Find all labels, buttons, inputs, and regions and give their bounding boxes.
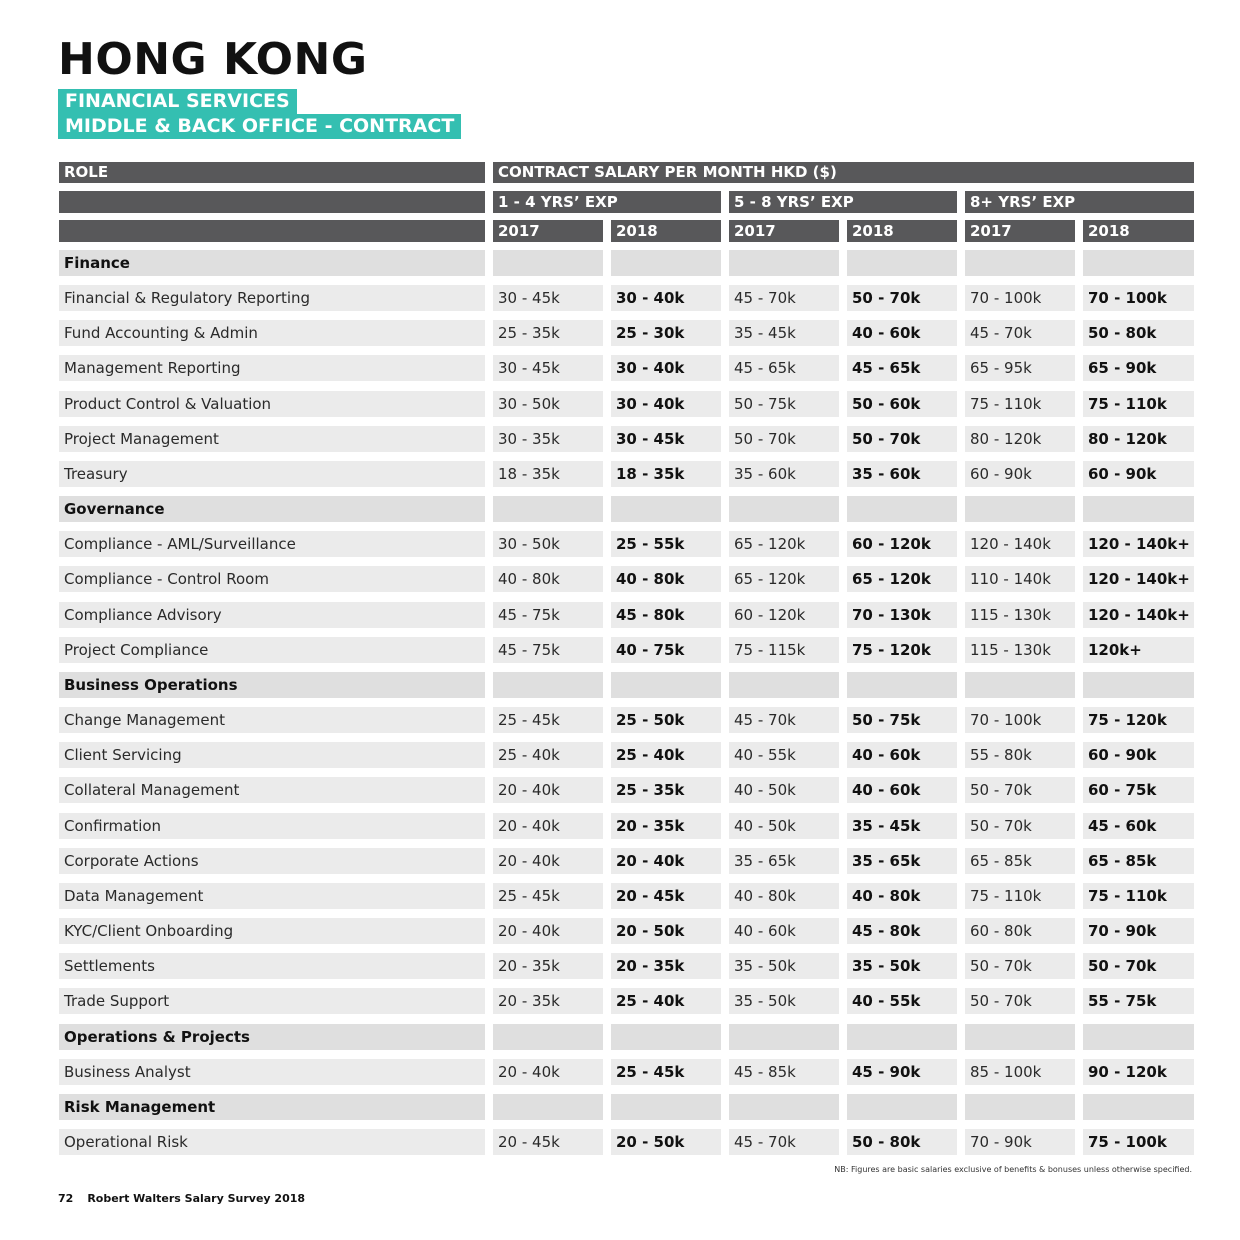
salary-cell: 25 - 45k	[493, 707, 603, 733]
salary-cell: 40 - 80k	[493, 566, 603, 592]
salary-cell: 25 - 35k	[493, 320, 603, 346]
salary-cell: 18 - 35k	[611, 461, 721, 487]
salary-cell: 40 - 60k	[847, 320, 957, 346]
salary-cell: 85 - 100k	[965, 1059, 1075, 1085]
role-name: Data Management	[59, 883, 485, 909]
salary-cell: 50 - 70k	[965, 777, 1075, 803]
header-year: 2017	[965, 220, 1075, 242]
salary-cell: 50 - 70k	[965, 988, 1075, 1014]
salary-cell: 25 - 55k	[611, 531, 721, 557]
salary-cell: 25 - 40k	[611, 742, 721, 768]
section-empty-cell	[965, 672, 1075, 698]
salary-cell: 50 - 70k	[1083, 953, 1194, 979]
section-empty-cell	[611, 672, 721, 698]
salary-cell: 120 - 140k+	[1083, 602, 1194, 628]
salary-cell: 20 - 35k	[611, 813, 721, 839]
salary-cell: 30 - 45k	[611, 426, 721, 452]
salary-cell: 60 - 120k	[847, 531, 957, 557]
footer-text: Robert Walters Salary Survey 2018	[87, 1192, 306, 1205]
salary-cell: 35 - 60k	[729, 461, 839, 487]
page-footer	[58, 1192, 305, 1205]
salary-cell: 70 - 90k	[965, 1129, 1075, 1155]
role-name: Compliance - AML/Surveillance	[59, 531, 485, 557]
salary-cell: 50 - 70k	[965, 813, 1075, 839]
salary-cell: 40 - 55k	[729, 742, 839, 768]
section-empty-cell	[611, 496, 721, 522]
section-empty-cell	[847, 250, 957, 276]
section-empty-cell	[493, 1024, 603, 1050]
section-empty-cell	[1083, 672, 1194, 698]
salary-cell: 120 - 140k+	[1083, 566, 1194, 592]
salary-cell: 50 - 75k	[847, 707, 957, 733]
section-heading: Finance	[59, 250, 485, 276]
page-number: 72	[58, 1192, 74, 1205]
salary-cell: 45 - 85k	[729, 1059, 839, 1085]
salary-cell: 18 - 35k	[493, 461, 603, 487]
role-name: Compliance Advisory	[59, 602, 485, 628]
salary-cell: 70 - 100k	[1083, 285, 1194, 311]
salary-cell: 20 - 35k	[493, 988, 603, 1014]
header-group-8plus-yrs: 8+ YRS’ EXP	[965, 191, 1194, 213]
section-empty-cell	[493, 1094, 603, 1120]
section-empty-cell	[729, 250, 839, 276]
subtitle-financial-services: FINANCIAL SERVICES	[58, 89, 297, 114]
salary-cell: 120 - 140k+	[1083, 531, 1194, 557]
salary-cell: 45 - 70k	[729, 1129, 839, 1155]
salary-cell: 20 - 40k	[493, 848, 603, 874]
salary-cell: 50 - 60k	[847, 391, 957, 417]
salary-cell: 20 - 40k	[493, 777, 603, 803]
salary-cell: 50 - 80k	[847, 1129, 957, 1155]
salary-cell: 65 - 85k	[965, 848, 1075, 874]
salary-cell: 30 - 45k	[493, 355, 603, 381]
section-heading: Risk Management	[59, 1094, 485, 1120]
header-year: 2017	[729, 220, 839, 242]
role-name: Corporate Actions	[59, 848, 485, 874]
salary-cell: 60 - 90k	[965, 461, 1075, 487]
salary-cell: 35 - 50k	[729, 988, 839, 1014]
salary-cell: 30 - 50k	[493, 531, 603, 557]
header-year: 2018	[611, 220, 721, 242]
salary-cell: 20 - 50k	[611, 918, 721, 944]
section-empty-cell	[611, 1094, 721, 1120]
salary-cell: 90 - 120k	[1083, 1059, 1194, 1085]
salary-cell: 25 - 35k	[611, 777, 721, 803]
salary-cell: 65 - 95k	[965, 355, 1075, 381]
section-heading: Governance	[59, 496, 485, 522]
salary-cell: 60 - 90k	[1083, 461, 1194, 487]
section-empty-cell	[965, 1094, 1075, 1120]
section-empty-cell	[847, 1094, 957, 1120]
salary-cell: 35 - 60k	[847, 461, 957, 487]
salary-cell: 45 - 75k	[493, 637, 603, 663]
salary-cell: 45 - 75k	[493, 602, 603, 628]
salary-cell: 75 - 110k	[1083, 883, 1194, 909]
header-role-spacer	[59, 191, 485, 213]
salary-cell: 60 - 90k	[1083, 742, 1194, 768]
salary-cell: 30 - 45k	[493, 285, 603, 311]
role-name: Client Servicing	[59, 742, 485, 768]
salary-cell: 40 - 80k	[847, 883, 957, 909]
section-empty-cell	[611, 1024, 721, 1050]
salary-cell: 75 - 115k	[729, 637, 839, 663]
salary-cell: 25 - 40k	[611, 988, 721, 1014]
salary-cell: 20 - 45k	[611, 883, 721, 909]
header-group-5-8-yrs: 5 - 8 YRS’ EXP	[729, 191, 957, 213]
salary-cell: 35 - 50k	[729, 953, 839, 979]
salary-cell: 35 - 45k	[729, 320, 839, 346]
salary-cell: 50 - 70k	[847, 426, 957, 452]
salary-cell: 60 - 75k	[1083, 777, 1194, 803]
section-empty-cell	[729, 496, 839, 522]
salary-cell: 25 - 45k	[493, 883, 603, 909]
section-empty-cell	[847, 672, 957, 698]
role-name: Management Reporting	[59, 355, 485, 381]
salary-cell: 20 - 35k	[611, 953, 721, 979]
role-name: Change Management	[59, 707, 485, 733]
salary-cell: 60 - 80k	[965, 918, 1075, 944]
salary-cell: 40 - 55k	[847, 988, 957, 1014]
salary-cell: 30 - 50k	[493, 391, 603, 417]
section-empty-cell	[1083, 1094, 1194, 1120]
section-empty-cell	[1083, 250, 1194, 276]
section-empty-cell	[729, 1094, 839, 1120]
salary-cell: 30 - 40k	[611, 355, 721, 381]
salary-cell: 30 - 40k	[611, 391, 721, 417]
salary-cell: 25 - 50k	[611, 707, 721, 733]
section-empty-cell	[965, 496, 1075, 522]
footnote: NB: Figures are basic salaries exclusive of benefits & bonuses unless otherwise specified.	[834, 1165, 1192, 1174]
salary-cell: 40 - 60k	[729, 918, 839, 944]
salary-cell: 30 - 40k	[611, 285, 721, 311]
salary-cell: 25 - 40k	[493, 742, 603, 768]
salary-cell: 45 - 70k	[729, 285, 839, 311]
salary-cell: 40 - 80k	[729, 883, 839, 909]
salary-cell: 40 - 60k	[847, 742, 957, 768]
salary-cell: 40 - 60k	[847, 777, 957, 803]
salary-cell: 35 - 65k	[729, 848, 839, 874]
salary-cell: 45 - 60k	[1083, 813, 1194, 839]
salary-cell: 110 - 140k	[965, 566, 1075, 592]
salary-cell: 35 - 50k	[847, 953, 957, 979]
salary-cell: 65 - 90k	[1083, 355, 1194, 381]
salary-cell: 40 - 50k	[729, 813, 839, 839]
header-role: ROLE	[59, 162, 485, 183]
salary-cell: 75 - 120k	[847, 637, 957, 663]
salary-cell: 120k+	[1083, 637, 1194, 663]
subtitle-middle-back-office: MIDDLE & BACK OFFICE - CONTRACT	[58, 114, 461, 139]
section-heading: Operations & Projects	[59, 1024, 485, 1050]
role-name: Fund Accounting & Admin	[59, 320, 485, 346]
section-empty-cell	[965, 250, 1075, 276]
salary-cell: 80 - 120k	[1083, 426, 1194, 452]
section-empty-cell	[729, 1024, 839, 1050]
salary-cell: 75 - 110k	[965, 883, 1075, 909]
salary-cell: 65 - 120k	[729, 531, 839, 557]
salary-cell: 20 - 50k	[611, 1129, 721, 1155]
salary-cell: 55 - 80k	[965, 742, 1075, 768]
header-year: 2017	[493, 220, 603, 242]
salary-cell: 40 - 75k	[611, 637, 721, 663]
section-empty-cell	[493, 672, 603, 698]
section-heading: Business Operations	[59, 672, 485, 698]
salary-cell: 40 - 50k	[729, 777, 839, 803]
header-year: 2018	[847, 220, 957, 242]
salary-cell: 25 - 45k	[611, 1059, 721, 1085]
salary-cell: 70 - 100k	[965, 285, 1075, 311]
salary-cell: 50 - 70k	[729, 426, 839, 452]
salary-cell: 35 - 65k	[847, 848, 957, 874]
section-empty-cell	[493, 496, 603, 522]
salary-cell: 75 - 110k	[1083, 391, 1194, 417]
salary-cell: 35 - 45k	[847, 813, 957, 839]
header-year: 2018	[1083, 220, 1194, 242]
page-title: HONG KONG	[58, 34, 368, 85]
salary-cell: 45 - 65k	[729, 355, 839, 381]
section-empty-cell	[847, 496, 957, 522]
role-name: Collateral Management	[59, 777, 485, 803]
section-empty-cell	[493, 250, 603, 276]
salary-cell: 70 - 100k	[965, 707, 1075, 733]
header-contract-salary: CONTRACT SALARY PER MONTH HKD ($)	[493, 162, 1194, 183]
salary-cell: 65 - 85k	[1083, 848, 1194, 874]
section-empty-cell	[1083, 1024, 1194, 1050]
salary-cell: 45 - 65k	[847, 355, 957, 381]
section-empty-cell	[611, 250, 721, 276]
role-name: KYC/Client Onboarding	[59, 918, 485, 944]
section-empty-cell	[1083, 496, 1194, 522]
role-name: Treasury	[59, 461, 485, 487]
salary-cell: 25 - 30k	[611, 320, 721, 346]
salary-cell: 75 - 110k	[965, 391, 1075, 417]
salary-cell: 20 - 40k	[493, 918, 603, 944]
section-empty-cell	[847, 1024, 957, 1050]
salary-cell: 20 - 35k	[493, 953, 603, 979]
salary-cell: 45 - 80k	[611, 602, 721, 628]
role-name: Project Compliance	[59, 637, 485, 663]
salary-cell: 75 - 120k	[1083, 707, 1194, 733]
salary-cell: 30 - 35k	[493, 426, 603, 452]
header-role-spacer	[59, 220, 485, 242]
salary-cell: 20 - 45k	[493, 1129, 603, 1155]
role-name: Confirmation	[59, 813, 485, 839]
salary-cell: 50 - 70k	[965, 953, 1075, 979]
role-name: Project Management	[59, 426, 485, 452]
section-empty-cell	[729, 672, 839, 698]
salary-cell: 20 - 40k	[493, 813, 603, 839]
section-empty-cell	[965, 1024, 1075, 1050]
salary-cell: 115 - 130k	[965, 637, 1075, 663]
salary-cell: 20 - 40k	[493, 1059, 603, 1085]
role-name: Trade Support	[59, 988, 485, 1014]
salary-cell: 55 - 75k	[1083, 988, 1194, 1014]
salary-cell: 50 - 75k	[729, 391, 839, 417]
salary-cell: 20 - 40k	[611, 848, 721, 874]
salary-cell: 60 - 120k	[729, 602, 839, 628]
role-name: Financial & Regulatory Reporting	[59, 285, 485, 311]
salary-cell: 75 - 100k	[1083, 1129, 1194, 1155]
salary-cell: 70 - 90k	[1083, 918, 1194, 944]
role-name: Product Control & Valuation	[59, 391, 485, 417]
salary-cell: 50 - 70k	[847, 285, 957, 311]
salary-cell: 65 - 120k	[847, 566, 957, 592]
salary-cell: 120 - 140k	[965, 531, 1075, 557]
role-name: Settlements	[59, 953, 485, 979]
salary-cell: 45 - 70k	[729, 707, 839, 733]
salary-cell: 45 - 80k	[847, 918, 957, 944]
salary-cell: 40 - 80k	[611, 566, 721, 592]
role-name: Compliance - Control Room	[59, 566, 485, 592]
role-name: Operational Risk	[59, 1129, 485, 1155]
salary-cell: 65 - 120k	[729, 566, 839, 592]
salary-cell: 45 - 70k	[965, 320, 1075, 346]
role-name: Business Analyst	[59, 1059, 485, 1085]
salary-cell: 115 - 130k	[965, 602, 1075, 628]
salary-cell: 80 - 120k	[965, 426, 1075, 452]
salary-cell: 45 - 90k	[847, 1059, 957, 1085]
salary-cell: 50 - 80k	[1083, 320, 1194, 346]
header-group-1-4-yrs: 1 - 4 YRS’ EXP	[493, 191, 721, 213]
salary-cell: 70 - 130k	[847, 602, 957, 628]
